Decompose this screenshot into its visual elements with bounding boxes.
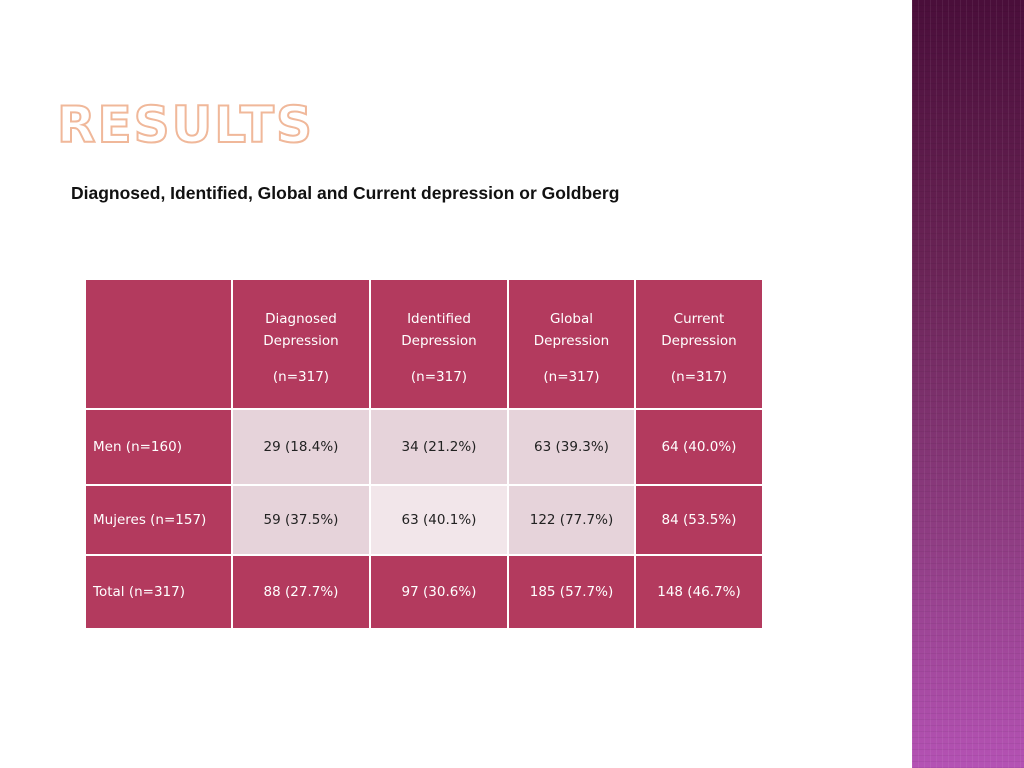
cell-men-current: 64 (40.0%) [635,409,763,485]
cell-mujeres-identified: 63 (40.1%) [370,485,508,555]
cell-mujeres-diagnosed: 59 (37.5%) [232,485,370,555]
cell-mujeres-current: 84 (53.5%) [635,485,763,555]
column-header-n: (n=317) [272,369,330,385]
column-header-line1: Current [673,311,725,327]
row-label-men: Men (n=160) [85,409,232,485]
cell-men-identified: 34 (21.2%) [370,409,508,485]
column-header-line1: Diagnosed [265,311,337,327]
column-header-line2: Depression [533,333,610,349]
cell-total-identified: 97 (30.6%) [370,555,508,629]
table-row-total [85,555,763,629]
table-row-men [85,409,763,485]
table-header-row [85,279,763,409]
header-corner-cell [85,279,232,409]
column-header-line2: Depression [661,333,737,349]
column-header-line2: Depression [263,333,339,349]
cell-total-global: 185 (57.7%) [508,555,635,629]
column-header-global [508,279,635,409]
column-header-diagnosed [232,279,370,409]
column-header-n: (n=317) [670,369,728,385]
slide-subtitle: Diagnosed, Identified, Global and Current depression or Goldberg [71,183,620,203]
results-table [84,278,764,630]
column-header-line1: Global [549,311,594,327]
slide-title: RESULTS [57,96,314,154]
row-label-total: Total (n=317) [85,555,232,629]
column-header-line1: Identified [407,311,471,327]
cell-mujeres-global: 122 (77.7%) [508,485,635,555]
cell-men-diagnosed: 29 (18.4%) [232,409,370,485]
row-label-mujeres: Mujeres (n=157) [85,485,232,555]
column-header-current [635,279,763,409]
column-header-n: (n=317) [543,369,600,385]
column-header-n: (n=317) [410,369,468,385]
decorative-sidebar [912,0,1024,768]
column-header-identified [370,279,508,409]
cell-total-diagnosed: 88 (27.7%) [232,555,370,629]
cell-men-global: 63 (39.3%) [508,409,635,485]
table-row-mujeres [85,485,763,555]
cell-total-current: 148 (46.7%) [635,555,763,629]
column-header-line2: Depression [401,333,477,349]
